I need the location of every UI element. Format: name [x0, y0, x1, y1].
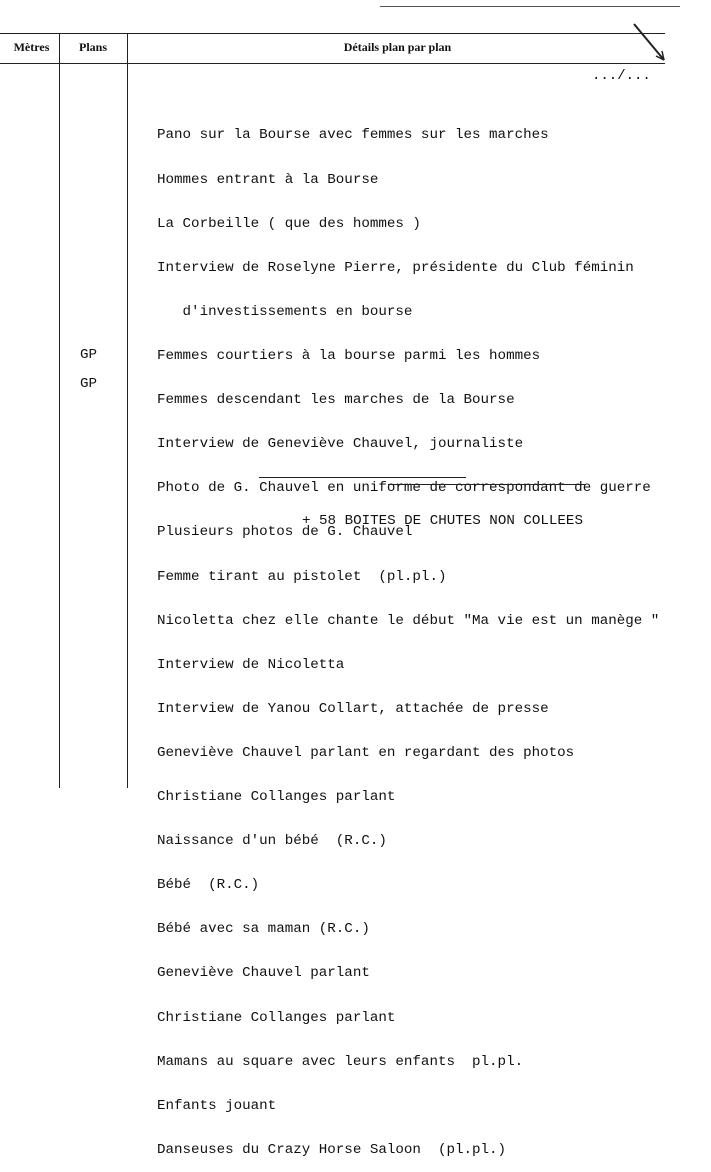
plan-mark-gp: GP [80, 347, 98, 363]
shot-line: Geneviève Chauvel parlant [157, 965, 370, 982]
shot-line: Femme tirant au pistolet (pl.pl.) [157, 568, 447, 585]
shot-line: Femmes courtiers à la bourse parmi les hommes [157, 347, 541, 364]
closing-rule-lower [388, 484, 585, 485]
shot-line: Interview de Nicoletta [157, 656, 345, 673]
shot-line: Hommes entrant à la Bourse [157, 171, 379, 188]
shot-line: Christiane Collanges parlant [157, 1009, 396, 1026]
shot-line: Enfants jouant [157, 1097, 277, 1114]
footer-note: + 58 BOITES DE CHUTES NON COLLEES [302, 513, 583, 529]
shot-list [157, 99, 659, 1172]
shot-line: Bébé (R.C.) [157, 877, 260, 894]
plan-mark-gp: GP [80, 376, 98, 392]
column-divider-plans [127, 33, 128, 788]
column-header-details: Détails plan par plan [343, 40, 452, 54]
shot-line: Danseuses du Crazy Horse Saloon (pl.pl.) [157, 1141, 507, 1158]
shot-line: Mamans au square avec leurs enfants pl.pl. [157, 1053, 524, 1070]
shot-line: Christiane Collanges parlant [157, 789, 396, 806]
shot-line: d'investissements en bourse [157, 303, 413, 320]
column-header-plans: Plans [78, 40, 107, 54]
shot-line: Interview de Geneviève Chauvel, journaliste [157, 436, 524, 453]
shot-line: Bébé avec sa maman (R.C.) [157, 921, 370, 938]
column-divider-metres [59, 33, 60, 788]
column-header-metres: Mètres [13, 40, 50, 54]
scan-artifact-line [380, 6, 680, 7]
shot-line: Interview de Yanou Collart, attachée de presse [157, 700, 549, 717]
header-bottom-rule [0, 63, 665, 64]
continuation-mark: .../... [592, 68, 651, 84]
shot-line: Nicoletta chez elle chante le début "Ma vie est un manège " [157, 612, 660, 629]
shot-line: Femmes descendant les marches de la Bourse [157, 392, 515, 409]
shot-line: Interview de Roselyne Pierre, présidente du Club féminin [157, 259, 634, 276]
shot-line: Naissance d'un bébé (R.C.) [157, 833, 387, 850]
shot-line: La Corbeille ( que des hommes ) [157, 215, 421, 232]
header-top-rule [0, 33, 665, 34]
shot-line: Plusieurs photos de G. Chauvel [157, 524, 413, 541]
shot-line: Photo de G. Chauvel en uniforme de correspondant de guerre [157, 480, 651, 497]
closing-rule-upper [259, 477, 466, 478]
shot-line: Pano sur la Bourse avec femmes sur les marches [157, 127, 549, 144]
shot-line: Geneviève Chauvel parlant en regardant des photos [157, 744, 575, 761]
